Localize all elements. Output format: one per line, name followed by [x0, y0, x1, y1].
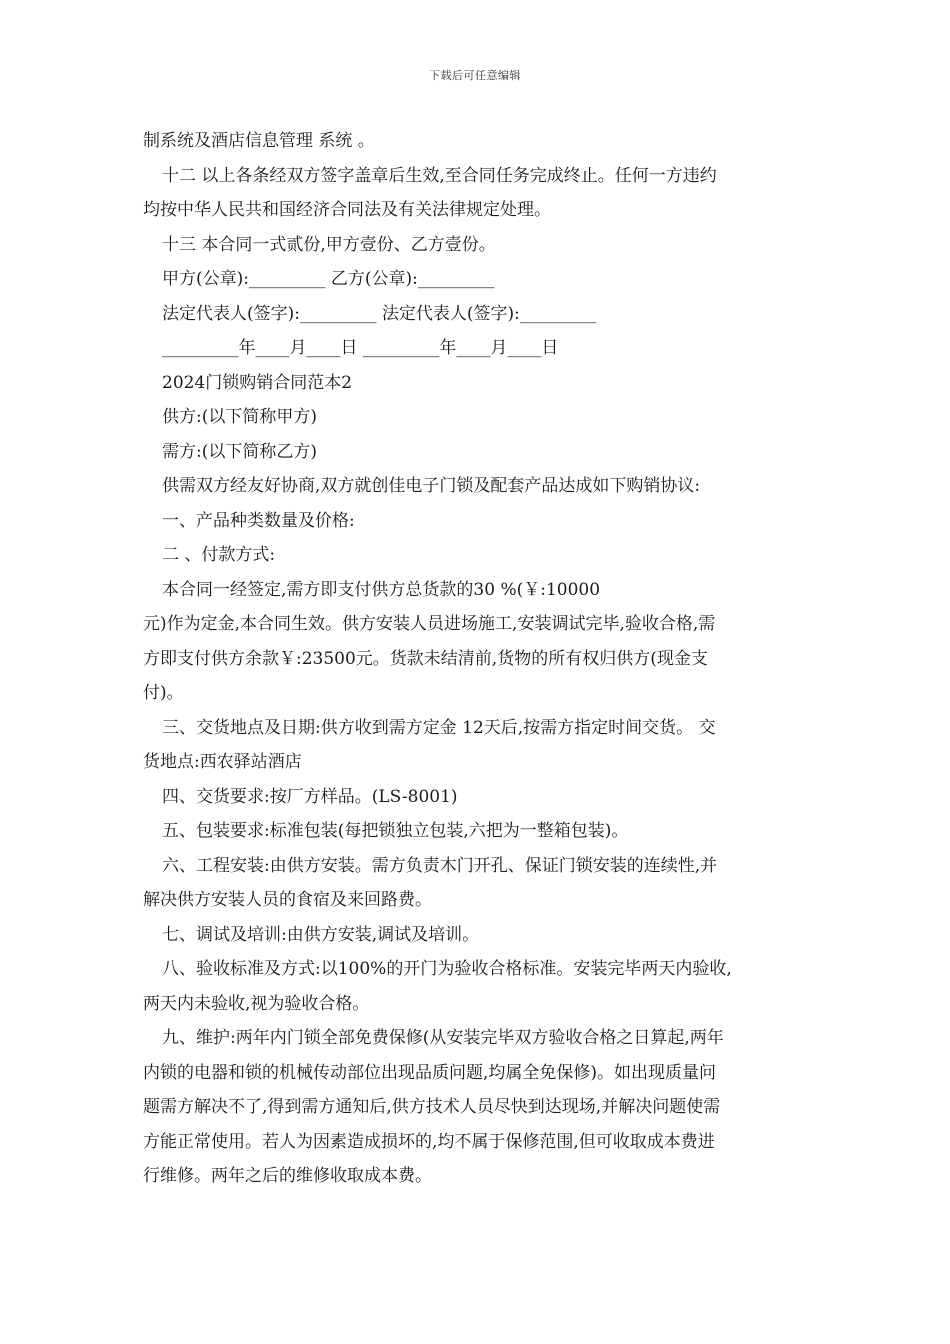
text-line: 供需双方经友好协商,双方就创佳电子门锁及配套产品达成如下购销协议:	[162, 476, 701, 496]
text-line: 六、工程安装:由供方安装。需方负责木门开孔、保证门锁安装的连续性,并	[162, 855, 718, 876]
text-line: 甲方(公章):_________ 乙方(公章):_________	[162, 269, 495, 289]
text-line: 八、验收标准及方式:以100%的开门为验收合格标准。安装完毕两天内验收,	[162, 959, 732, 979]
text-line: 2024门锁购销合同范本2	[162, 372, 353, 393]
text-line: 内锁的电器和锁的机械传动部位出现品质问题,均属全免保修)。如出现质量问	[143, 1062, 717, 1083]
text-line: 一、产品种类数量及价格:	[162, 510, 355, 531]
text-line: 方即支付供方余款￥:23500元。货款未结清前,货物的所有权归供方(现金支	[143, 648, 708, 669]
text-line: 七、调试及培训:由供方安装,调试及培训。	[162, 924, 480, 945]
text-line: 需方:(以下简称乙方)	[162, 441, 317, 462]
text-line: 九、维护:两年内门锁全部免费保修(从安装完毕双方验收合格之日算起,两年	[162, 1028, 724, 1048]
text-line: 方能正常使用。若人为因素造成损坏的,均不属于保修范围,但可收取成本费进	[143, 1131, 715, 1152]
text-line: 十三 本合同一式贰份,甲方壹份、乙方壹份。	[162, 234, 496, 255]
text-line: 二 、付款方式:	[162, 545, 276, 565]
text-line: 题需方解决不了,得到需方通知后,供方技术人员尽快到达现场,并解决问题使需	[143, 1097, 721, 1117]
text-line: 本合同一经签定,需方即支付供方总货款的30 %(￥:10000	[162, 579, 601, 600]
text-line: 货地点:西农驿站酒店	[143, 752, 302, 772]
text-line: 制系统及酒店信息管理 系统 。	[143, 131, 375, 151]
text-line: 十二 以上各条经双方签字盖章后生效,至合同任务完成终止。任何一方违约	[162, 165, 717, 186]
text-line: 均按中华人民共和国经济合同法及有关法律规定处理。	[143, 200, 551, 220]
text-line: 付)。	[143, 683, 184, 703]
page-header: 下载后可任意编辑	[429, 69, 521, 82]
text-line: 五、包装要求:标准包装(每把锁独立包装,六把为一整箱包装)。	[162, 821, 629, 841]
text-line: 三、交货地点及日期:供方收到需方定金 12天后,按需方指定时间交货。 交	[162, 717, 716, 738]
text-line: 元)作为定金,本合同生效。供方安装人员进场施工,安装调试完毕,验收合格,需	[143, 614, 716, 634]
text-line: 供方:(以下简称甲方)	[162, 407, 317, 427]
text-line: 两天内未验收,视为验收合格。	[143, 993, 370, 1014]
text-line: 解决供方安装人员的食宿及来回路费。	[143, 890, 432, 910]
text-line: 行维修。两年之后的维修收取成本费。	[143, 1166, 432, 1186]
text-line: _________年____月____日 _________年____月____日	[162, 338, 559, 358]
text-line: 法定代表人(签字):_________ 法定代表人(签字):_________	[162, 303, 597, 324]
document-body	[143, 124, 813, 1194]
text-line: 四、交货要求:按厂方样品。(LS-8001)	[162, 786, 458, 807]
